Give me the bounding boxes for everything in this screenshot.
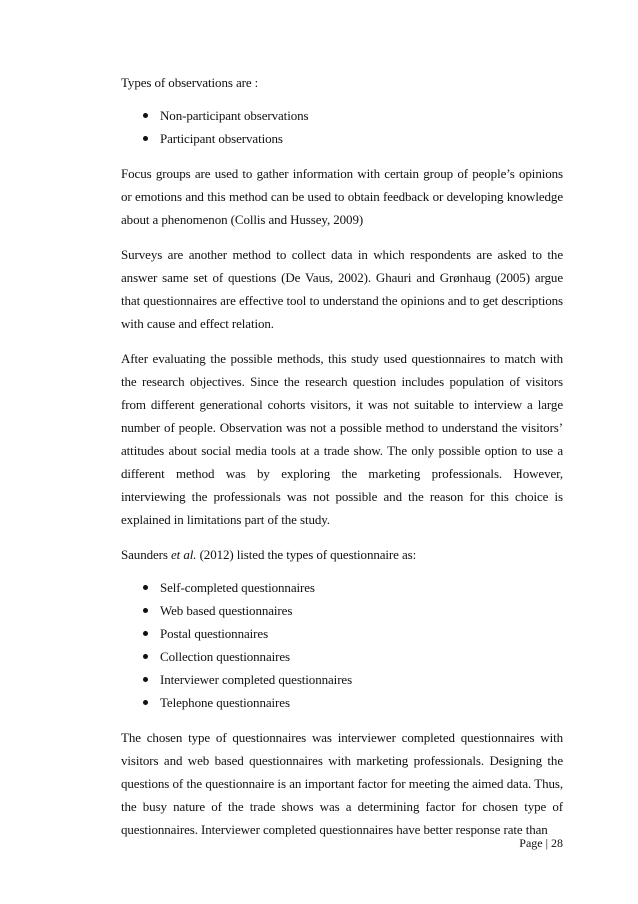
observations-intro: Types of observations are : — [121, 75, 259, 90]
questionnaire-types-list — [121, 576, 563, 714]
surveys-paragraph: Surveys are another method to collect data in which respondents are asked to the answer same set of questions (De Vaus, 2002). Ghauri and Grønhaug (2005) argue that questionnaires are effective tool to understand the opinions and to get descriptions with cause and effect relation. — [121, 247, 563, 331]
saunders-paragraph — [121, 543, 563, 566]
chosen-type-paragraph: The chosen type of questionnaires was interviewer completed questionnaires with visitors and web based questionnaires with marketing professionals. Designing the questions of the questionnaire is an important factor for meeting the aimed data. Thus, the busy nature of the trade shows was a determining factor for chosen type of questionnaires. Interviewer completed questionnaires have better response rate than — [121, 730, 563, 837]
saunders-lead: Saunders — [121, 547, 172, 562]
focus-groups-paragraph: Focus groups are used to gather information with certain group of people’s opinions or emotions and this method can be used to obtain feedback or developing knowledge about a phenomenon (Collis and Hussey, 2009) — [121, 166, 563, 227]
list-item: Participant observations — [121, 127, 563, 150]
list-item: Web based questionnaires — [121, 599, 563, 622]
list-item: Interviewer completed questionnaires — [121, 668, 563, 691]
list-item: Telephone questionnaires — [121, 691, 563, 714]
evaluation-paragraph: After evaluating the possible methods, this study used questionnaires to match with the research objectives. Since the research question includes population of visitors from different generational cohorts visitors, it was not suitable to interview a large number of people. Observation was not a possible method to understand the visitors’ attitudes about social media tools at a trade show. The only possible option to use a different method was by exploring the marketing professionals. However, interviewing the professionals was not possible and the reason for this choice is explained in limitations part of the study. — [121, 351, 563, 527]
list-item: Collection questionnaires — [121, 645, 563, 668]
saunders-rest: (2012) listed the types of questionnaire as: — [196, 547, 417, 562]
page-number: Page | 28 — [519, 836, 563, 850]
list-item: Non-participant observations — [121, 104, 563, 127]
et-al: et al. — [171, 547, 197, 562]
page-body — [121, 71, 563, 841]
list-item: Self-completed questionnaires — [121, 576, 563, 599]
observation-types-list — [121, 104, 563, 150]
list-item: Postal questionnaires — [121, 622, 563, 645]
